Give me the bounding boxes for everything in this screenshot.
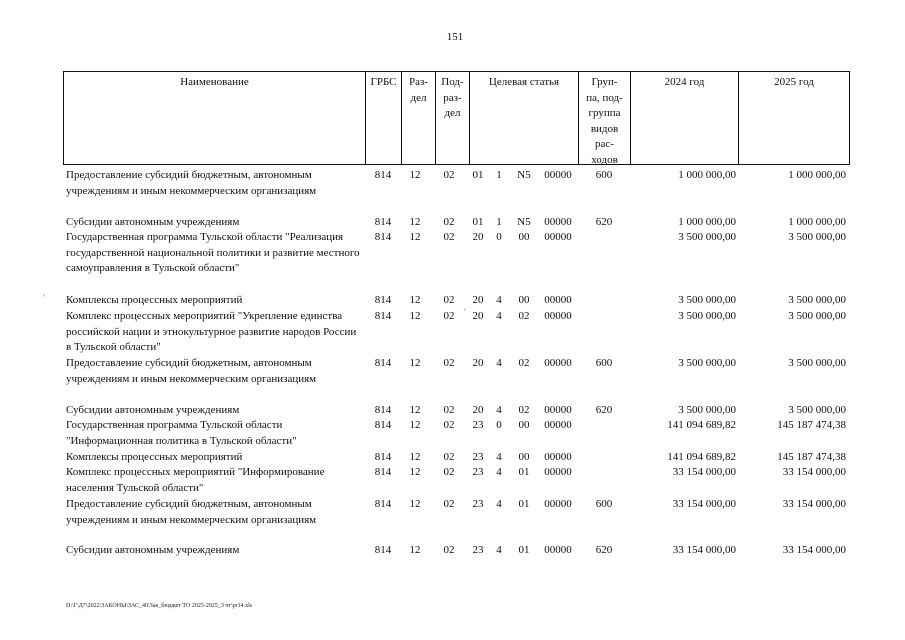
cell-amount-2025: 33 154 000,00 (782, 466, 846, 478)
cell-amount-2024: 141 094 689,82 (667, 451, 736, 463)
cell-target-direction: 00000 (544, 231, 572, 243)
cell-amount-2025: 3 500 000,00 (788, 294, 846, 306)
cell-podrazdel: 02 (443, 357, 455, 369)
cell-amount-2025: 1 000 000,00 (788, 169, 846, 181)
cell-amount-2025: 145 187 474,38 (777, 419, 846, 431)
cell-amount-2024: 33 154 000,00 (672, 466, 736, 478)
cell-razdel: 12 (409, 310, 421, 322)
header-year-2024: 2024 год (664, 76, 705, 88)
cell-name: Государственная программа Тульской области "Реализация государственной национальной политики и развитие местного самоуправления в Тульской области" (66, 231, 360, 274)
cell-target-program: 20 (472, 294, 484, 306)
cell-target-program: 01 (472, 169, 484, 181)
cell-target-program: 20 (472, 231, 484, 243)
cell-name: Комплексы процессных мероприятий (66, 294, 243, 306)
cell-grbs: 814 (374, 294, 392, 306)
cell-target-program: 23 (472, 419, 484, 431)
page-number: 151 (446, 31, 464, 43)
cell-podrazdel: 02 (443, 498, 455, 510)
cell-razdel: 12 (409, 169, 421, 181)
cell-grbs: 814 (374, 231, 392, 243)
cell-target-program: 20 (472, 310, 484, 322)
cell-podrazdel: 02 (443, 419, 455, 431)
cell-grbs: 814 (374, 169, 392, 181)
cell-name: Предоставление субсидий бюджетным, автономным учреждениям и иным некоммерческим организациям (66, 498, 317, 526)
cell-target-type: 4 (496, 544, 502, 556)
cell-target-event: N5 (517, 216, 531, 228)
cell-target-type: 1 (496, 216, 502, 228)
cell-target-type: 4 (496, 310, 502, 322)
cell-amount-2024: 33 154 000,00 (672, 498, 736, 510)
header-expense-group: Груп- па, под- группа видов рас- ходов (586, 76, 623, 166)
cell-target-event: 01 (518, 498, 530, 510)
cell-name: Субсидии автономным учреждениям (66, 404, 240, 416)
cell-name: Предоставление субсидий бюджетным, автономным учреждениям и иным некоммерческим организациям (66, 169, 317, 197)
cell-target-direction: 00000 (544, 216, 572, 228)
cell-target-direction: 00000 (544, 544, 572, 556)
cell-target-program: 20 (472, 404, 484, 416)
cell-target-direction: 00000 (544, 310, 572, 322)
cell-target-type: 0 (496, 419, 502, 431)
cell-target-type: 4 (496, 404, 502, 416)
cell-amount-2024: 1 000 000,00 (678, 216, 736, 228)
cell-name: Государственная программа Тульской области "Информационная политика в Тульской области" (66, 419, 297, 447)
cell-name: Субсидии автономным учреждениям (66, 216, 240, 228)
cell-target-direction: 00000 (544, 294, 572, 306)
scan-mark: ′ (464, 307, 466, 317)
cell-razdel: 12 (409, 544, 421, 556)
cell-podrazdel: 02 (443, 310, 455, 322)
cell-target-type: 4 (496, 451, 502, 463)
cell-razdel: 12 (409, 294, 421, 306)
cell-grbs: 814 (374, 216, 392, 228)
cell-grbs: 814 (374, 466, 392, 478)
cell-name: Предоставление субсидий бюджетным, автономным учреждениям и иным некоммерческим организациям (66, 357, 317, 385)
cell-target-event: N5 (517, 169, 531, 181)
cell-amount-2025: 33 154 000,00 (782, 498, 846, 510)
cell-amount-2025: 3 500 000,00 (788, 357, 846, 369)
cell-target-program: 01 (472, 216, 484, 228)
cell-target-event: 01 (518, 544, 530, 556)
header-podrazdel: Под- раз- дел (441, 76, 464, 119)
cell-target-program: 23 (472, 451, 484, 463)
cell-razdel: 12 (409, 216, 421, 228)
cell-target-event: 00 (518, 451, 530, 463)
cell-grbs: 814 (374, 451, 392, 463)
cell-podrazdel: 02 (443, 169, 455, 181)
cell-expense-group: 620 (595, 404, 613, 416)
cell-target-direction: 00000 (544, 419, 572, 431)
cell-target-event: 00 (518, 294, 530, 306)
cell-target-direction: 00000 (544, 466, 572, 478)
cell-expense-group: 600 (595, 169, 613, 181)
header-target-article: Целевая статья (488, 76, 560, 88)
cell-podrazdel: 02 (443, 451, 455, 463)
cell-podrazdel: 02 (443, 216, 455, 228)
table-header (63, 71, 850, 165)
cell-target-event: 02 (518, 310, 530, 322)
cell-amount-2025: 145 187 474,38 (777, 451, 846, 463)
cell-target-event: 02 (518, 357, 530, 369)
header-razdel: Раз- дел (408, 76, 428, 104)
cell-amount-2024: 3 500 000,00 (678, 294, 736, 306)
cell-amount-2025: 1 000 000,00 (788, 216, 846, 228)
cell-amount-2024: 3 500 000,00 (678, 357, 736, 369)
cell-name: Субсидии автономным учреждениям (66, 544, 240, 556)
cell-podrazdel: 02 (443, 466, 455, 478)
cell-amount-2025: 3 500 000,00 (788, 310, 846, 322)
cell-expense-group: 600 (595, 357, 613, 369)
cell-expense-group: 620 (595, 216, 613, 228)
cell-target-type: 4 (496, 466, 502, 478)
file-path-footer: D:\Г\Д7\2022\ЗАКОНЫ\ЗАС_40\Зак_бюджет ТО 2025-2025_3 чт\pr14.xls (66, 603, 253, 609)
cell-name: Комплексы процессных мероприятий (66, 451, 243, 463)
cell-target-program: 20 (472, 357, 484, 369)
header-name: Наименование (180, 76, 249, 88)
cell-name: Комплекс процессных мероприятий "Информирование населения Тульской области" (66, 466, 325, 494)
cell-razdel: 12 (409, 357, 421, 369)
cell-grbs: 814 (374, 544, 392, 556)
cell-target-direction: 00000 (544, 404, 572, 416)
cell-razdel: 12 (409, 419, 421, 431)
cell-amount-2024: 3 500 000,00 (678, 231, 736, 243)
cell-amount-2025: 3 500 000,00 (788, 404, 846, 416)
cell-podrazdel: 02 (443, 294, 455, 306)
cell-target-event: 02 (518, 404, 530, 416)
cell-target-program: 23 (472, 466, 484, 478)
cell-razdel: 12 (409, 404, 421, 416)
cell-target-type: 0 (496, 231, 502, 243)
cell-razdel: 12 (409, 498, 421, 510)
cell-grbs: 814 (374, 357, 392, 369)
cell-amount-2024: 1 000 000,00 (678, 169, 736, 181)
cell-target-type: 1 (496, 169, 502, 181)
cell-expense-group: 600 (595, 498, 613, 510)
cell-amount-2024: 141 094 689,82 (667, 419, 736, 431)
header-year-2025: 2025 год (774, 76, 814, 88)
cell-target-type: 4 (496, 498, 502, 510)
cell-grbs: 814 (374, 310, 392, 322)
cell-amount-2025: 3 500 000,00 (788, 231, 846, 243)
cell-target-program: 23 (472, 498, 484, 510)
cell-amount-2024: 33 154 000,00 (672, 544, 736, 556)
header-grbs: ГРБС (370, 76, 397, 88)
cell-amount-2025: 33 154 000,00 (782, 544, 846, 556)
cell-target-direction: 00000 (544, 498, 572, 510)
cell-podrazdel: 02 (443, 231, 455, 243)
cell-name: Комплекс процессных мероприятий "Укрепление единства российской нации и этнокультурное развитие народов России в Тульской области" (66, 310, 357, 353)
cell-amount-2024: 3 500 000,00 (678, 310, 736, 322)
cell-razdel: 12 (409, 451, 421, 463)
cell-target-event: 00 (518, 231, 530, 243)
cell-target-direction: 00000 (544, 357, 572, 369)
cell-podrazdel: 02 (443, 544, 455, 556)
cell-target-event: 01 (518, 466, 530, 478)
cell-podrazdel: 02 (443, 404, 455, 416)
cell-target-type: 4 (496, 294, 502, 306)
cell-amount-2024: 3 500 000,00 (678, 404, 736, 416)
scan-mark: ′ (43, 293, 45, 303)
cell-target-direction: 00000 (544, 451, 572, 463)
cell-razdel: 12 (409, 466, 421, 478)
cell-target-direction: 00000 (544, 169, 572, 181)
cell-grbs: 814 (374, 404, 392, 416)
cell-target-program: 23 (472, 544, 484, 556)
cell-grbs: 814 (374, 419, 392, 431)
cell-razdel: 12 (409, 231, 421, 243)
cell-expense-group: 620 (595, 544, 613, 556)
cell-grbs: 814 (374, 498, 392, 510)
cell-target-type: 4 (496, 357, 502, 369)
cell-target-event: 00 (518, 419, 530, 431)
